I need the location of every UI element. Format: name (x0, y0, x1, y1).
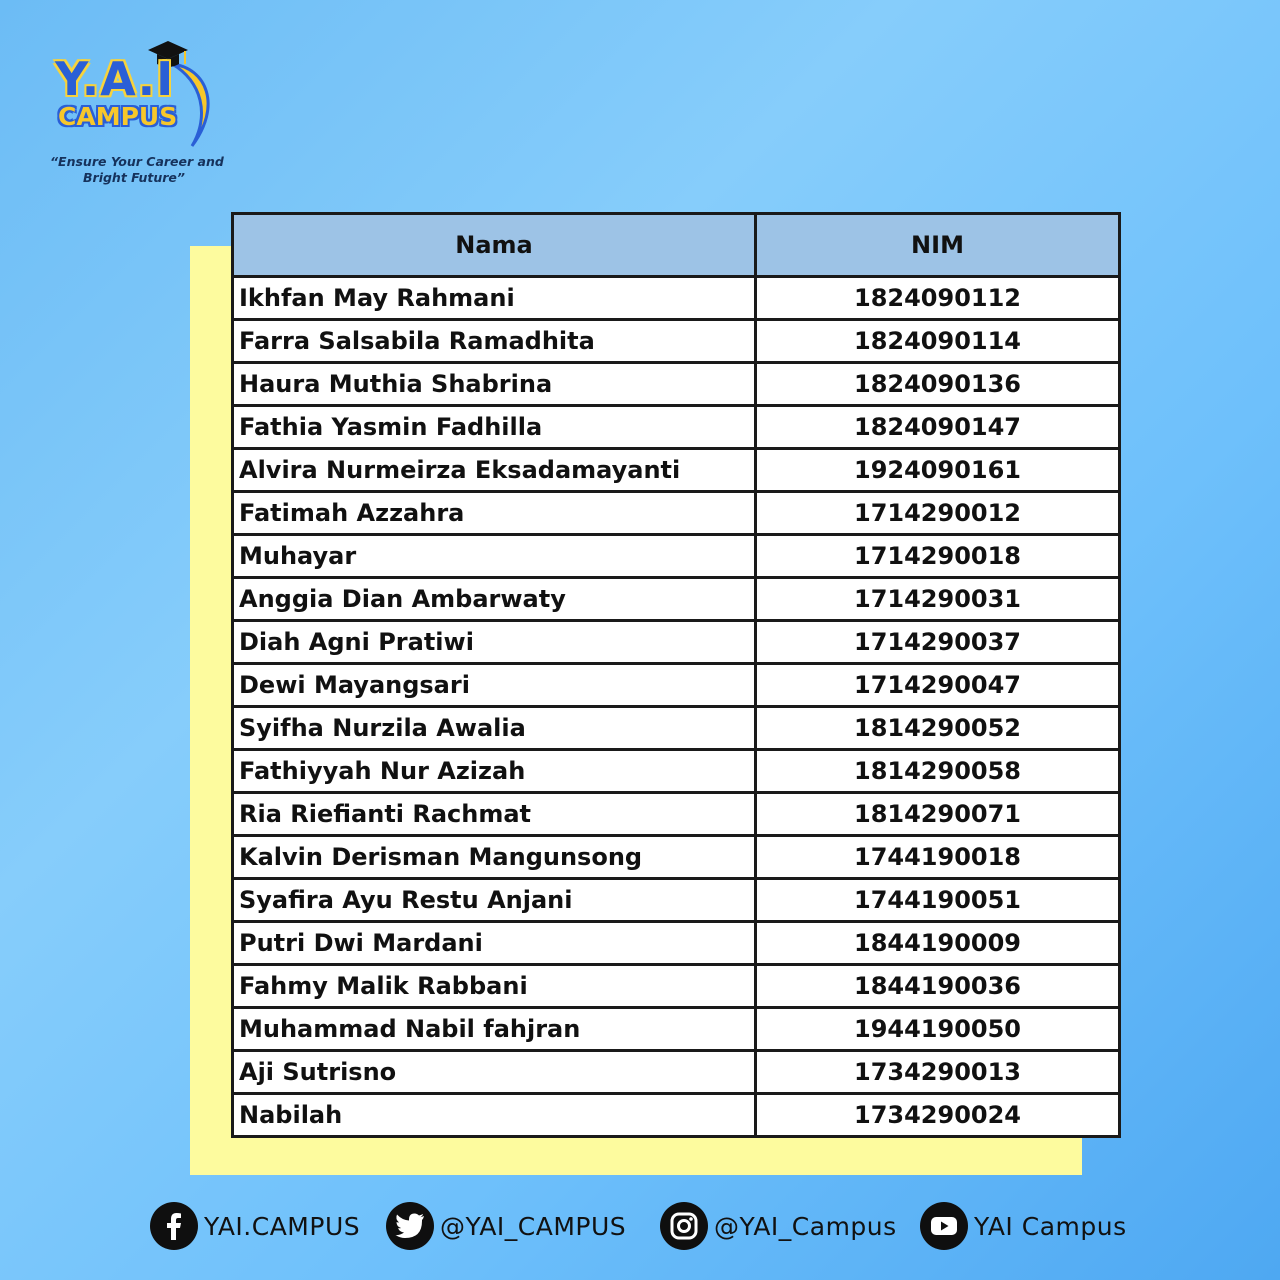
table-row (233, 406, 1120, 449)
student-nim: 1714290031 (756, 578, 1120, 621)
student-name: Muhayar (233, 535, 756, 578)
social-facebook[interactable] (150, 1200, 360, 1252)
table-row (233, 1051, 1120, 1094)
student-name: Fathia Yasmin Fadhilla (233, 406, 756, 449)
student-name: Kalvin Derisman Mangunsong (233, 836, 756, 879)
table-row (233, 277, 1120, 320)
table-row (233, 1008, 1120, 1051)
student-nim: 1814290058 (756, 750, 1120, 793)
student-nim: 1744190018 (756, 836, 1120, 879)
student-nim: 1824090147 (756, 406, 1120, 449)
student-nim: 1824090136 (756, 363, 1120, 406)
twitter-label: @YAI_CAMPUS (440, 1211, 627, 1241)
student-nim: 1714290047 (756, 664, 1120, 707)
instagram-icon (660, 1202, 708, 1250)
table-row (233, 707, 1120, 750)
student-nim: 1944190050 (756, 1008, 1120, 1051)
table-row (233, 922, 1120, 965)
table-row (233, 664, 1120, 707)
student-nim: 1814290071 (756, 793, 1120, 836)
student-nim: 1714290018 (756, 535, 1120, 578)
student-name: Syafira Ayu Restu Anjani (233, 879, 756, 922)
student-name: Syifha Nurzila Awalia (233, 707, 756, 750)
table-row (233, 621, 1120, 664)
student-nim: 1734290013 (756, 1051, 1120, 1094)
header-nim: NIM (756, 214, 1120, 277)
student-nim: 1824090112 (756, 277, 1120, 320)
table-row (233, 793, 1120, 836)
table-row (233, 1094, 1120, 1137)
table-row (233, 449, 1120, 492)
instagram-label: @YAI_Campus (714, 1211, 897, 1241)
table-row (233, 578, 1120, 621)
header-nama: Nama (233, 214, 756, 277)
twitter-icon (386, 1202, 434, 1250)
student-name: Muhammad Nabil fahjran (233, 1008, 756, 1051)
student-name: Dewi Mayangsari (233, 664, 756, 707)
table-row (233, 535, 1120, 578)
social-footer (0, 1200, 1280, 1252)
youtube-icon (920, 1202, 968, 1250)
table-row (233, 750, 1120, 793)
social-instagram[interactable] (660, 1200, 897, 1252)
table-row (233, 363, 1120, 406)
student-name: Farra Salsabila Ramadhita (233, 320, 756, 363)
facebook-icon (150, 1202, 198, 1250)
student-name: Aji Sutrisno (233, 1051, 756, 1094)
tagline-line1: “Ensure Your Career and (50, 154, 224, 169)
student-nim: 1744190051 (756, 879, 1120, 922)
student-nim: 1844190036 (756, 965, 1120, 1008)
logo-line1: Y.A.I (55, 52, 175, 106)
tagline-line2: Bright Future” (83, 170, 185, 185)
youtube-label: YAI Campus (974, 1211, 1127, 1241)
social-youtube[interactable] (920, 1200, 1127, 1252)
student-name: Ria Riefianti Rachmat (233, 793, 756, 836)
student-name: Fahmy Malik Rabbani (233, 965, 756, 1008)
student-nim: 1714290012 (756, 492, 1120, 535)
student-name: Ikhfan May Rahmani (233, 277, 756, 320)
facebook-label: YAI.CAMPUS (204, 1211, 361, 1241)
student-nim: 1924090161 (756, 449, 1120, 492)
student-name: Putri Dwi Mardani (233, 922, 756, 965)
table-row (233, 320, 1120, 363)
table-row (233, 965, 1120, 1008)
student-name: Fatimah Azzahra (233, 492, 756, 535)
table-header-row (233, 214, 1120, 277)
social-twitter[interactable] (386, 1200, 626, 1252)
student-nim: 1824090114 (756, 320, 1120, 363)
student-nim: 1814290052 (756, 707, 1120, 750)
tagline (50, 154, 240, 186)
student-name: Fathiyyah Nur Azizah (233, 750, 756, 793)
student-nim: 1714290037 (756, 621, 1120, 664)
student-name: Alvira Nurmeirza Eksadamayanti (233, 449, 756, 492)
student-name: Diah Agni Pratiwi (233, 621, 756, 664)
table-row (233, 492, 1120, 535)
table-row (233, 836, 1120, 879)
student-table (231, 212, 1121, 1138)
student-nim: 1844190009 (756, 922, 1120, 965)
student-name: Haura Muthia Shabrina (233, 363, 756, 406)
student-name: Anggia Dian Ambarwaty (233, 578, 756, 621)
table-row (233, 879, 1120, 922)
logo-line2: CAMPUS (58, 102, 178, 131)
student-name: Nabilah (233, 1094, 756, 1137)
student-nim: 1734290024 (756, 1094, 1120, 1137)
